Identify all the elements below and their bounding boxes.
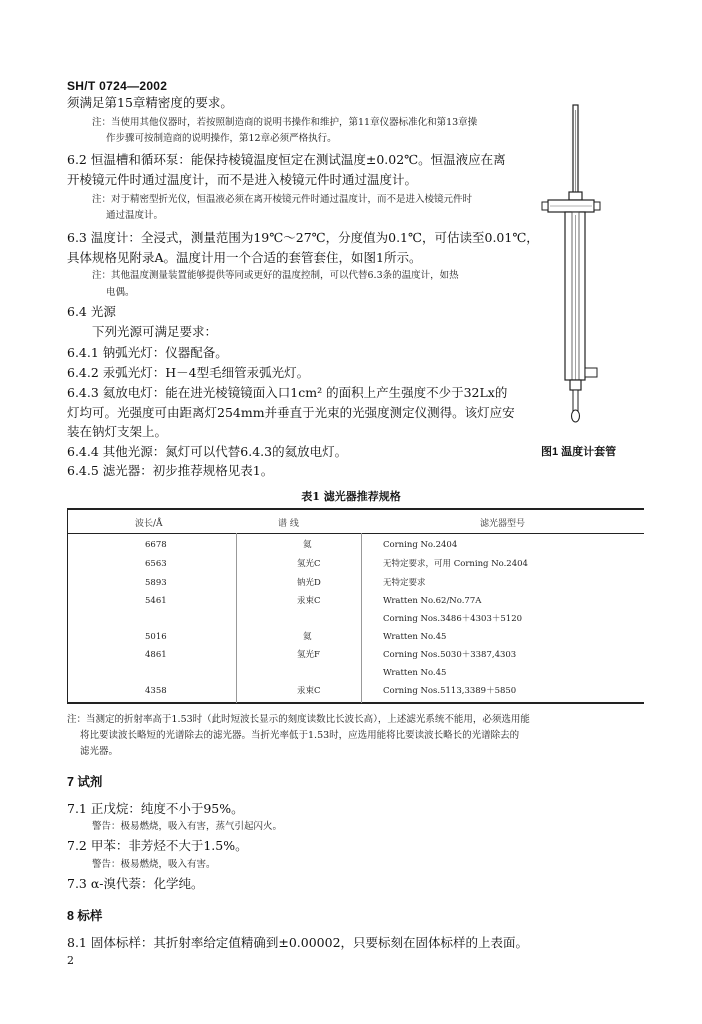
note-line: 注：对于精密型折光仪，恒温液必须在离开棱镜元件时通过温度计，而不是进入棱镜元件时 (92, 194, 473, 205)
body-line: 开棱镜元件时通过温度计，而不是进入棱镜元件时通过温度计。 (67, 172, 418, 187)
warning-line: 警告：极易燃烧，吸入有害，蒸气引起闪火。 (92, 821, 283, 832)
table-cell: 无特定要求 (383, 578, 426, 588)
table-cell: 5893 (145, 578, 167, 588)
clause-6-4-1: 6.4.1 钠弧光灯：仪器配备。 (67, 345, 228, 360)
note-line: 注：当使用其他仪器时，若按照制造商的说明书操作和维护，第11章仪器标准化和第13章操 (92, 117, 478, 128)
table-cell: 无特定要求，可用 Corning No.2404 (383, 559, 528, 569)
table-cell: Wratten No.45 (383, 668, 447, 678)
thermometer-jacket-figure (540, 100, 610, 430)
table-bottom-rule (67, 702, 644, 704)
clause-7-2: 7.2 甲苯：非芳烃不大于1.5%。 (67, 838, 248, 853)
clause-6-4-4: 6.4.4 其他光源：氮灯可以代替6.4.3的氦放电灯。 (67, 444, 348, 459)
table-cell: 氢光F (297, 650, 320, 660)
table-1-caption: 表1 滤光器推荐规格 (301, 490, 401, 503)
table-col-divider (236, 533, 237, 703)
table-cell: 汞束C (297, 596, 321, 606)
table-header-filter: 滤光器型号 (480, 519, 526, 529)
table-cell: 6563 (145, 559, 167, 569)
table-cell: Wratten No.62/No.77A (383, 596, 482, 606)
clause-6-4-2: 6.4.2 汞弧光灯：H－4型毛细管汞弧光灯。 (67, 365, 310, 380)
clause-6-4-5: 6.4.5 滤光器：初步推荐规格见表1。 (67, 463, 274, 478)
table-cell: 氦 (303, 632, 312, 642)
table-cell: 4358 (145, 686, 167, 696)
table-note-line: 将比要读波长略短的光谱除去的滤光器。当折光率低于1.53时，应选用能将比要读波长略长的光谱除去的 (80, 730, 520, 741)
standard-code-header: SH/T 0724—2002 (67, 79, 168, 93)
note-line: 注：其他温度测量装置能够提供等同或更好的温度控制，可以代替6.3条的温度计，如热 (92, 270, 459, 281)
table-header-line: 谱 线 (278, 519, 299, 529)
table-cell: 6678 (145, 540, 167, 550)
note-line: 作步骤可按制造商的说明操作，第12章必须严格执行。 (106, 133, 337, 144)
note-line: 电偶。 (106, 287, 135, 298)
table-header-wavelength: 波长/Å (135, 519, 163, 529)
clause-6-4-3: 6.4.3 氦放电灯：能在进光棱镜镜面入口1cm² 的面积上产生强度不少于32Lx的 (67, 385, 508, 400)
table-cell: Corning No.2404 (383, 540, 458, 550)
body-line: 须满足第15章精密度的要求。 (67, 95, 233, 110)
table-cell: 氢光C (297, 559, 321, 569)
section-7-title: 7 试剂 (67, 775, 103, 789)
table-cell: Corning Nos.3486＋4303＋5120 (383, 614, 523, 624)
table-cell: Corning Nos.5030＋3387,4303 (383, 650, 517, 660)
table-note-line: 滤光器。 (80, 746, 119, 757)
table-header-rule (67, 533, 644, 534)
table-cell: 5461 (145, 596, 167, 606)
table-col-divider (361, 533, 362, 703)
clause-6-3: 6.3 温度计：全浸式，测量范围为19℃～27℃，分度值为0.1℃，可估读至0.01℃， (67, 230, 539, 245)
warning-line: 警告：极易燃烧，吸入有害。 (92, 859, 216, 870)
clause-7-3: 7.3 α-溴代萘：化学纯。 (67, 876, 204, 891)
note-line: 通过温度计。 (106, 210, 164, 221)
body-line: 具体规格见附录A。温度计用一个合适的套管套住，如图1所示。 (67, 250, 422, 265)
table-cell: 汞束C (297, 686, 321, 696)
body-line: 装在钠灯支架上。 (67, 424, 168, 439)
table-cell: 4861 (145, 650, 167, 660)
table-cell: Wratten No.45 (383, 632, 447, 642)
clause-7-1: 7.1 正戊烷：纯度不小于95%。 (67, 801, 244, 816)
table-note-line: 注：当测定的折射率高于1.53时（此时短波长显示的刻度读数比长波长高），上述滤光系统不能用，必须选用能 (67, 714, 530, 725)
body-line: 下列光源可满足要求： (92, 324, 218, 339)
clause-8-1: 8.1 固体标样：其折射率给定值精确到±0.00002，只要标刻在固体标样的上表面。 (67, 935, 529, 950)
table-cell: 钠光D (297, 578, 321, 588)
table-cell: 5016 (145, 632, 167, 642)
table-top-rule (67, 508, 644, 510)
body-line: 灯均可。光强度可由距离灯254mm并垂直于光束的光强度测定仪测得。该灯应安 (67, 405, 515, 420)
table-cell: Corning Nos.5113,3389＋5850 (383, 686, 517, 696)
table-cell: 氦 (303, 540, 312, 550)
clause-6-4: 6.4 光源 (67, 304, 116, 319)
page-number: 2 (67, 954, 74, 967)
section-8-title: 8 标样 (67, 909, 103, 923)
figure-1-caption: 图1 温度计套管 (541, 446, 617, 458)
clause-6-2: 6.2 恒温槽和循环泵：能保持棱镜温度恒定在测试温度±0.02℃。恒温液应在离 (67, 152, 506, 167)
table-left-rule (67, 508, 68, 703)
